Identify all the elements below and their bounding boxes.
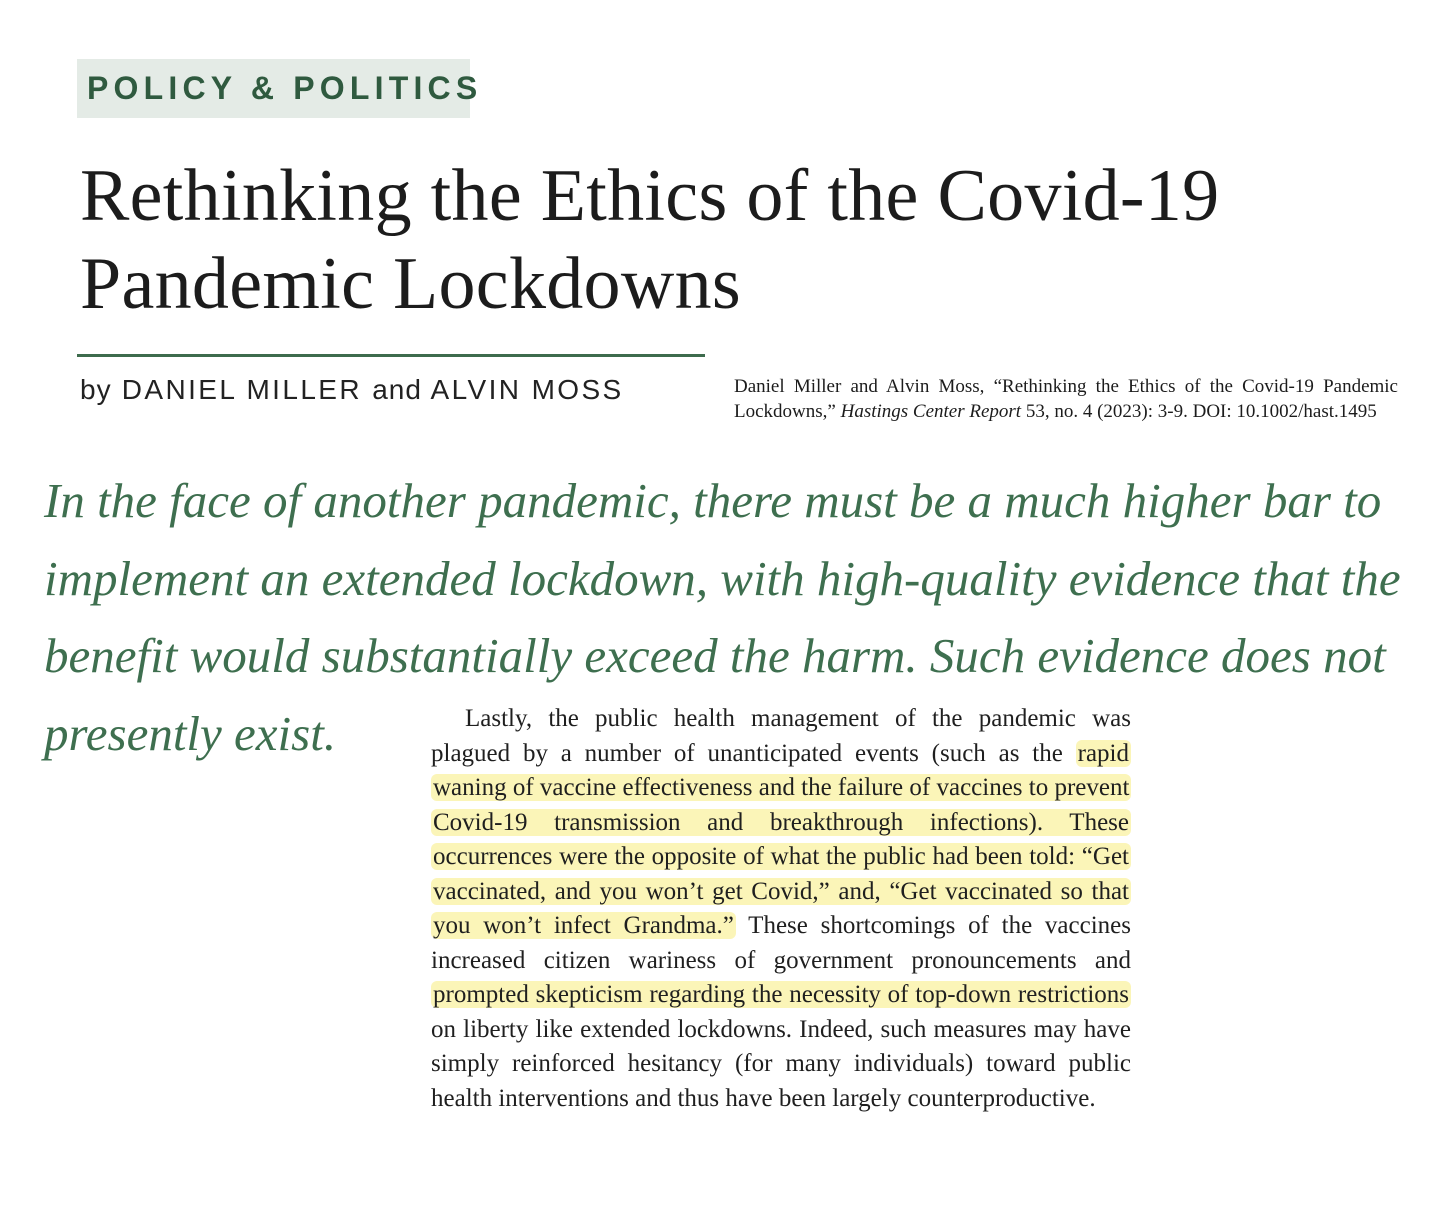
excerpt-text: Lastly, the public health management of the pandemic was plagued by a number of unanticipated events (such as the: [431, 705, 1131, 767]
citation-journal: Hastings Center Report: [840, 401, 1022, 422]
byline-and: and: [372, 374, 422, 405]
excerpt-box: [389, 702, 1159, 1190]
citation: [734, 374, 1398, 424]
byline-by: by: [80, 374, 112, 405]
excerpt-highlight: prompted skepticism regarding the necessity of top-down restrictions: [433, 981, 1129, 1008]
byline: [80, 374, 624, 406]
author-name: ALVIN MOSS: [430, 374, 624, 405]
article-title: Rethinking the Ethics of the Covid-19 Pandemic Lockdowns: [80, 155, 1220, 325]
author-name: DANIEL MILLER: [121, 374, 362, 405]
excerpt-text: on liberty like extended lockdowns. Indeed, such measures may have simply reinforced hesitancy (for many individuals) toward public health interventions and thus have been largely counterproductive.: [431, 1015, 1131, 1112]
title-divider: [77, 354, 705, 357]
section-tag: POLICY & POLITICS: [77, 59, 470, 118]
citation-authors-title: Daniel Miller and Alvin Moss, “Rethinking the Ethics of the Covid-19 Pandemic Lockdowns,”: [734, 376, 1398, 422]
citation-details: 53, no. 4 (2023): 3-9. DOI: 10.1002/hast.1495: [1021, 401, 1377, 422]
excerpt-highlight: rapid waning of vaccine effectiveness and the failure of vaccines to prevent Covid-19 transmission and breakthrough infections). These occurrences were the opposite of what the public had been told: “Get vaccinated, and you won’t get Covid,” and, “Get vaccinated so that you won’t infect Grandma.”: [433, 739, 1130, 939]
excerpt-text: These shortcomings of the vaccines increased citizen wariness of government pronouncements and: [431, 912, 1131, 974]
pull-quote: In the face of another pandemic, there must be a much higher bar to implement an extended lockdown, with high-quality evidence that the benefit would substantially exceed the harm. Such evidence does not presently exist.: [44, 473, 1401, 761]
excerpt-paragraph: [431, 702, 1131, 1116]
